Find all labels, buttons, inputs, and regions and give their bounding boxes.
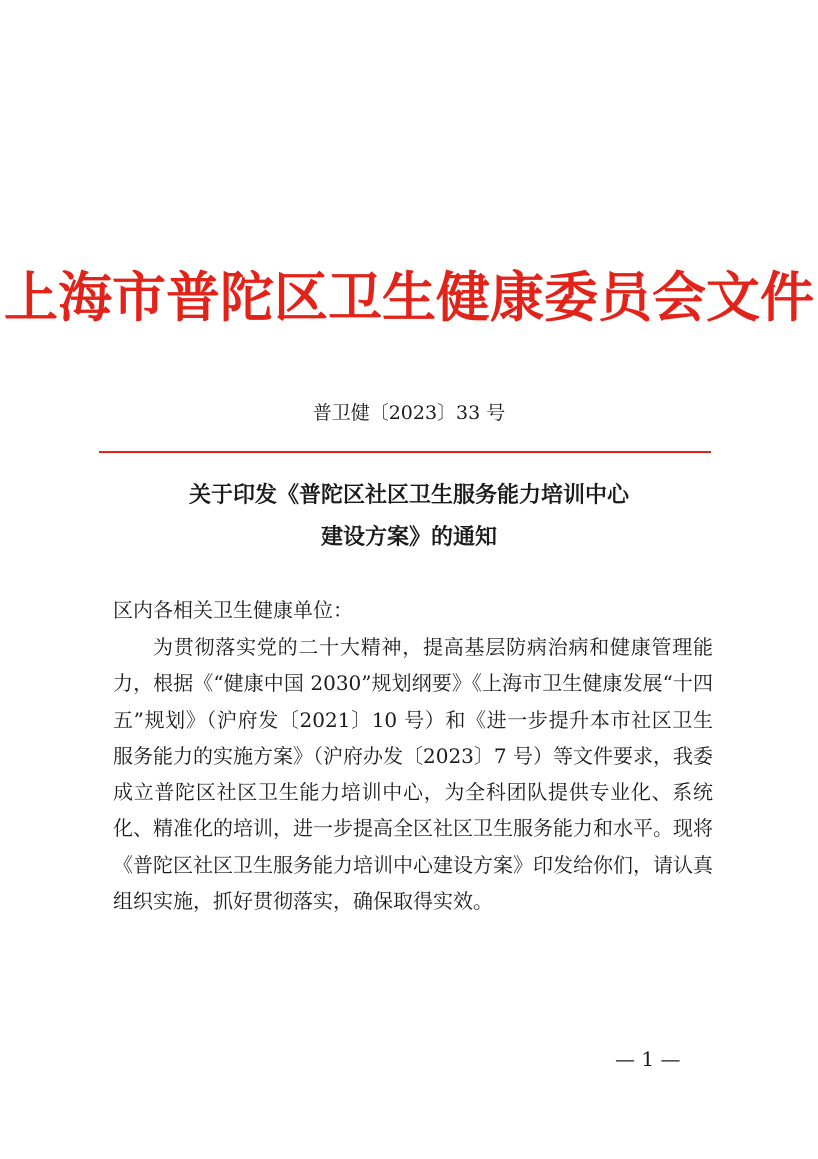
salutation: 区内各相关卫生健康单位：: [113, 598, 353, 622]
title-line-2: 建设方案》的通知: [320, 524, 497, 550]
red-divider-line: [99, 451, 711, 453]
issuer-heading: 上海市普陀区卫生健康委员会文件: [4, 265, 814, 329]
page-number: — 1 —: [615, 1047, 681, 1071]
title-line-1: 关于印发《普陀区社区卫生服务能力培训中心: [188, 482, 629, 508]
document-title: [0, 474, 818, 558]
body-paragraph: 为贯彻落实党的二十大精神，提高基层防病治病和健康管理能力，根据《“健康中国 2030”规划纲要》《上海市卫生健康发展“十四五”规划》（沪府发〔2021〕10 号）和《进一步提升本市社区卫生服务能力的实施方案》（沪府办发〔2023〕7 号）等文件要求，我委成立普陀区社区卫生能力培训中心，为全科团队提供专业化、系统化、精准化的培训，进一步提高全区社区卫生服务能力和水平。现将《普陀区社区卫生服务能力培训中心建设方案》印发给你们，请认真组织实施，抓好贯彻落实，确保取得实效。: [113, 635, 713, 914]
document-number: 普卫健〔2023〕33 号: [312, 402, 506, 424]
